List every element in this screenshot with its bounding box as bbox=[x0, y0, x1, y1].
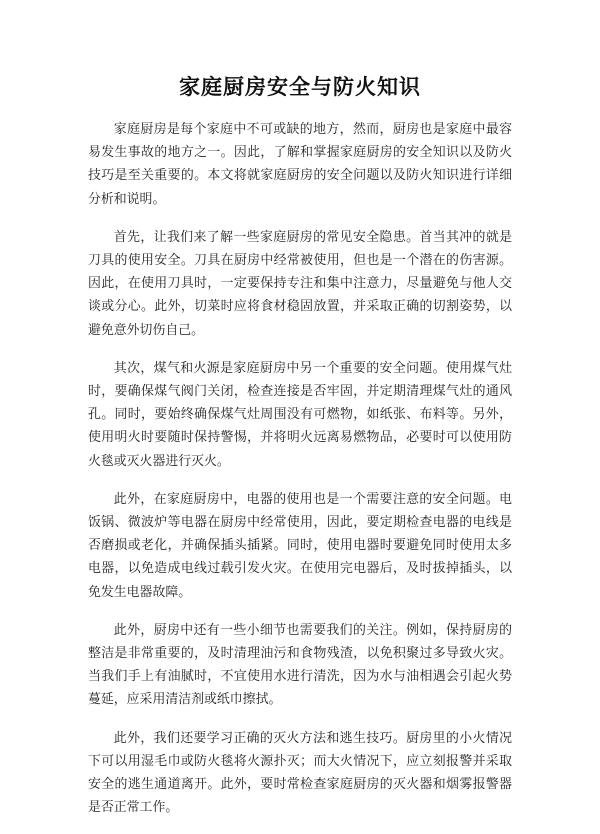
paragraph-details: 此外，厨房中还有一些小细节也需要我们的关注。例如，保持厨房的整洁是非常重要的，及时清理油污和食物残渣，以免积聚过多导致火灾。当我们手上有油腻时，不宜使用水进行清洗，因为水与油相遇会引起火势蔓延，应采用清洁剂或纸巾擦拭。 bbox=[88, 622, 512, 708]
paragraph-gas-fire: 其次，煤气和火源是家庭厨房中另一个重要的安全问题。使用煤气灶时，要确保煤气阀门关闭，检查连接是否牢固，并定期清理煤气灶的通风孔。同时，要始终确保煤气灶周围没有可燃物，如纸张、布料等。另外，使用明火时要随时保持警惕，并将明火远离易燃物品，必要时可以使用防火毯或灭火器进行灭火。 bbox=[88, 360, 512, 469]
paragraph-electrical: 此外，在家庭厨房中，电器的使用也是一个需要注意的安全问题。电饭锅、微波炉等电器在厨房中经常使用，因此，要定期检查电器的电线是否磨损或老化，并确保插头插紧。同时，使用电器时要避免同时使用太多电器，以免造成电线过载引发火灾。在使用完电器后，及时拔掉插头，以免发生电器故障。 bbox=[88, 491, 512, 600]
paragraph-fire-escape: 此外，我们还要学习正确的灭火方法和逃生技巧。厨房里的小火情况下可以用湿毛巾或防火毯将火源扑灭；而大火情况下，应立刻报警并采取安全的逃生通道离开。此外，要时常检查家庭厨房的灭火器和烟雾报警器是否正常工作。 bbox=[88, 730, 512, 816]
paragraph-knife-safety: 首先，让我们来了解一些家庭厨房的常见安全隐患。首当其冲的就是刀具的使用安全。刀具在厨房中经常被使用，但也是一个潜在的伤害源。因此，在使用刀具时，一定要保持专注和集中注意力，尽量避免与他人交谈或分心。此外，切菜时应将食材稳固放置，并采取正确的切割姿势，以避免意外切伤自己。 bbox=[88, 229, 512, 338]
document-title: 家庭厨房安全与防火知识 bbox=[179, 75, 421, 99]
document-body bbox=[88, 118, 512, 834]
paragraph-intro: 家庭厨房是每个家庭中不可或缺的地方，然而，厨房也是家庭中最容易发生事故的地方之一。因此，了解和掌握家庭厨房的安全知识以及防火技巧是至关重要的。本文将就家庭厨房的安全问题以及防火知识进行详细分析和说明。 bbox=[88, 122, 512, 207]
